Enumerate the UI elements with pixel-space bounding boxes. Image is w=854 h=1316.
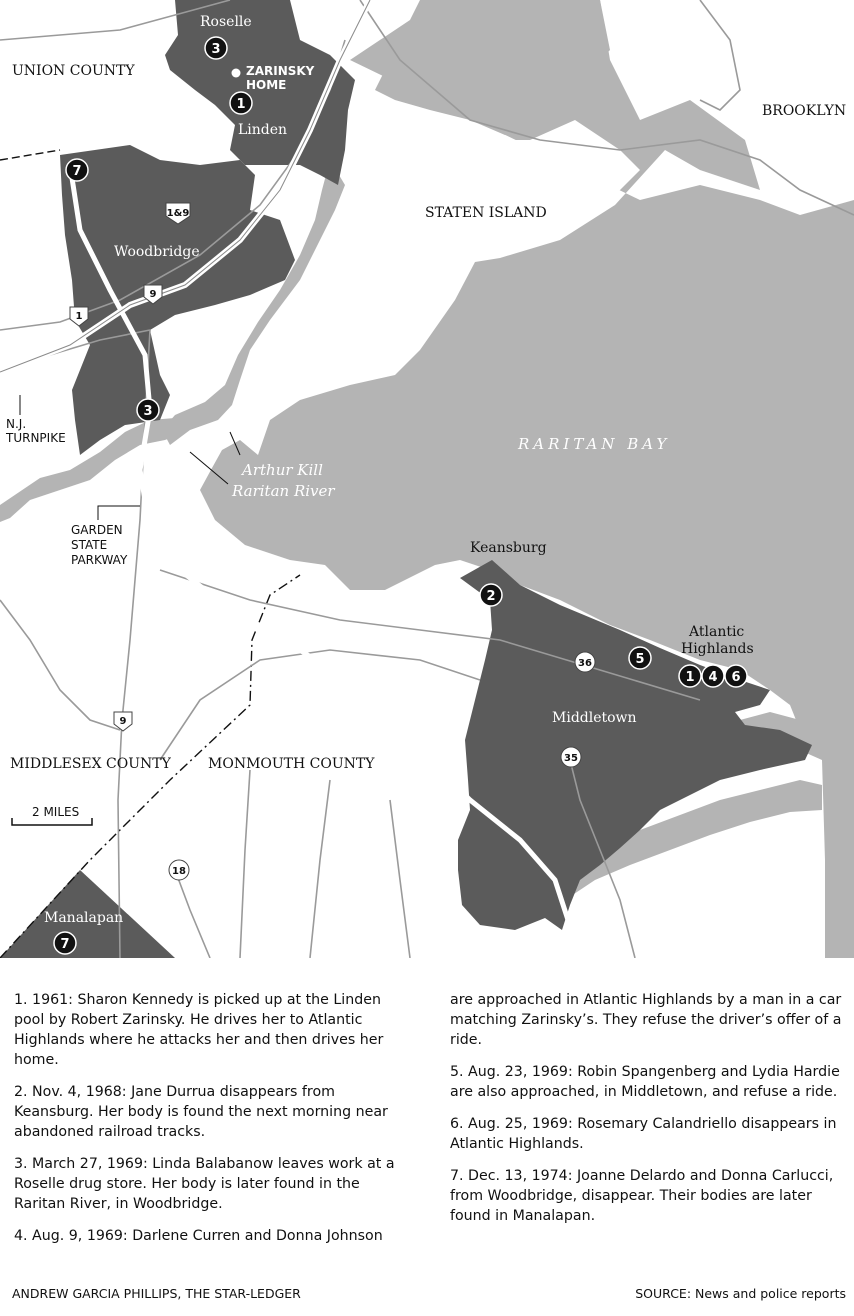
atlantic-label-2: Highlands (681, 641, 754, 657)
atlantic-label-1: Atlantic (689, 624, 745, 640)
route-36-shield (575, 652, 595, 672)
woodbridge-label: Woodbridge (114, 244, 200, 260)
legend-item-6: 6. Aug. 25, 1969: Rosemary Calandriello disappears in Atlantic Highlands. (450, 1116, 837, 1152)
scale-label: 2 MILES (32, 805, 80, 819)
marker-manalapan-number: 7 (60, 937, 70, 952)
marker-middletown[interactable] (629, 647, 651, 669)
legend-item-4-start: 4. Aug. 9, 1969: Darlene Curren and Donna Johnson (14, 1228, 383, 1244)
raritan-bay-label: RARITAN BAY (518, 435, 671, 453)
route-18-label: 18 (172, 866, 186, 877)
marker-atlantic-6[interactable] (725, 665, 747, 687)
gsp-label-2: STATE (71, 538, 108, 552)
gsp-label-3: PARKWAY (71, 553, 128, 567)
route-1and9-label: 1&9 (166, 208, 190, 219)
gsp-label-1: GARDEN (71, 523, 123, 537)
home-label-2: HOME (246, 78, 287, 92)
route-9-south-label: 9 (119, 716, 127, 727)
marker-roselle-number: 3 (211, 42, 221, 57)
manalapan-label: Manalapan (44, 910, 124, 926)
legend-item-7: 7. Dec. 13, 1974: Joanne Delardo and Donna Carlucci, from Woodbridge, disappear. Their bodies are later found in Manalapan. (450, 1168, 834, 1224)
marker-woodbridge-north-number: 7 (72, 164, 82, 179)
marker-woodbridge-river[interactable] (137, 399, 159, 421)
staten-island-label: STATEN ISLAND (425, 205, 547, 221)
legend-column-left (14, 990, 414, 1258)
marker-woodbridge-north[interactable] (66, 159, 88, 181)
marker-linden-number: 1 (236, 97, 246, 112)
legend-item-1: 1. 1961: Sharon Kennedy is picked up at the Linden pool by Robert Zarinsky. He drives her to Atlantic Highlands where he attacks her and then drives her home. (14, 992, 384, 1068)
legend-item-5: 5. Aug. 23, 1969: Robin Spangenberg and Lydia Hardie are also approached, in Middletown, and refuse a ride. (450, 1064, 840, 1100)
marker-manalapan[interactable] (54, 932, 76, 954)
nj-turnpike-label-1: N.J. (6, 417, 27, 431)
route-18-shield (169, 860, 189, 880)
marker-linden[interactable] (230, 92, 252, 114)
credit-line: ANDREW GARCIA PHILLIPS, THE STAR-LEDGER (12, 1286, 301, 1301)
roselle-label: Roselle (200, 14, 252, 30)
marker-roselle[interactable] (205, 37, 227, 59)
union-county-label: UNION COUNTY (12, 63, 135, 79)
marker-keansburg[interactable] (480, 584, 502, 606)
marker-woodbridge-river-number: 3 (143, 404, 153, 419)
home-label-1: ZARINSKY (246, 64, 315, 78)
linden-label: Linden (238, 122, 288, 138)
route-36-label: 36 (578, 658, 592, 669)
monmouth-county-label: MONMOUTH COUNTY (208, 756, 375, 772)
legend-column-right (450, 990, 845, 1238)
legend-item-2: 2. Nov. 4, 1968: Jane Durrua disappears from Keansburg. Her body is found the next morning near abandoned railroad tracks. (14, 1084, 388, 1140)
middlesex-county-label: MIDDLESEX COUNTY (10, 756, 171, 772)
marker-atlantic-4[interactable] (702, 665, 724, 687)
route-35-label: 35 (564, 753, 578, 764)
marker-atlantic-4-number: 4 (708, 670, 718, 685)
marker-keansburg-number: 2 (486, 589, 496, 604)
source-line: SOURCE: News and police reports (635, 1286, 846, 1301)
raritan-river-label: Raritan River (232, 482, 335, 500)
marker-middletown-number: 5 (635, 652, 645, 667)
arthur-kill-label: Arthur Kill (242, 461, 323, 479)
legend-item-3: 3. March 27, 1969: Linda Balabanow leaves work at a Roselle drug store. Her body is later found in the Raritan River, in Woodbridge. (14, 1156, 395, 1212)
legend-item-4-continued: are approached in Atlantic Highlands by a man in a car matching Zarinsky’s. They refuse the driver’s offer of a ride. (450, 992, 842, 1048)
brooklyn-label: BROOKLYN (762, 103, 847, 119)
middletown-label: Middletown (552, 710, 637, 726)
nj-turnpike-label-2: TURNPIKE (6, 431, 66, 445)
route-35-shield (561, 747, 581, 767)
route-1-label: 1 (75, 311, 83, 322)
marker-atlantic-1-number: 1 (685, 670, 695, 685)
marker-atlantic-6-number: 6 (731, 670, 741, 685)
route-9-north-label: 9 (149, 289, 157, 300)
marker-atlantic-1[interactable] (679, 665, 701, 687)
home-dot (232, 69, 241, 78)
keansburg-label: Keansburg (470, 540, 547, 556)
